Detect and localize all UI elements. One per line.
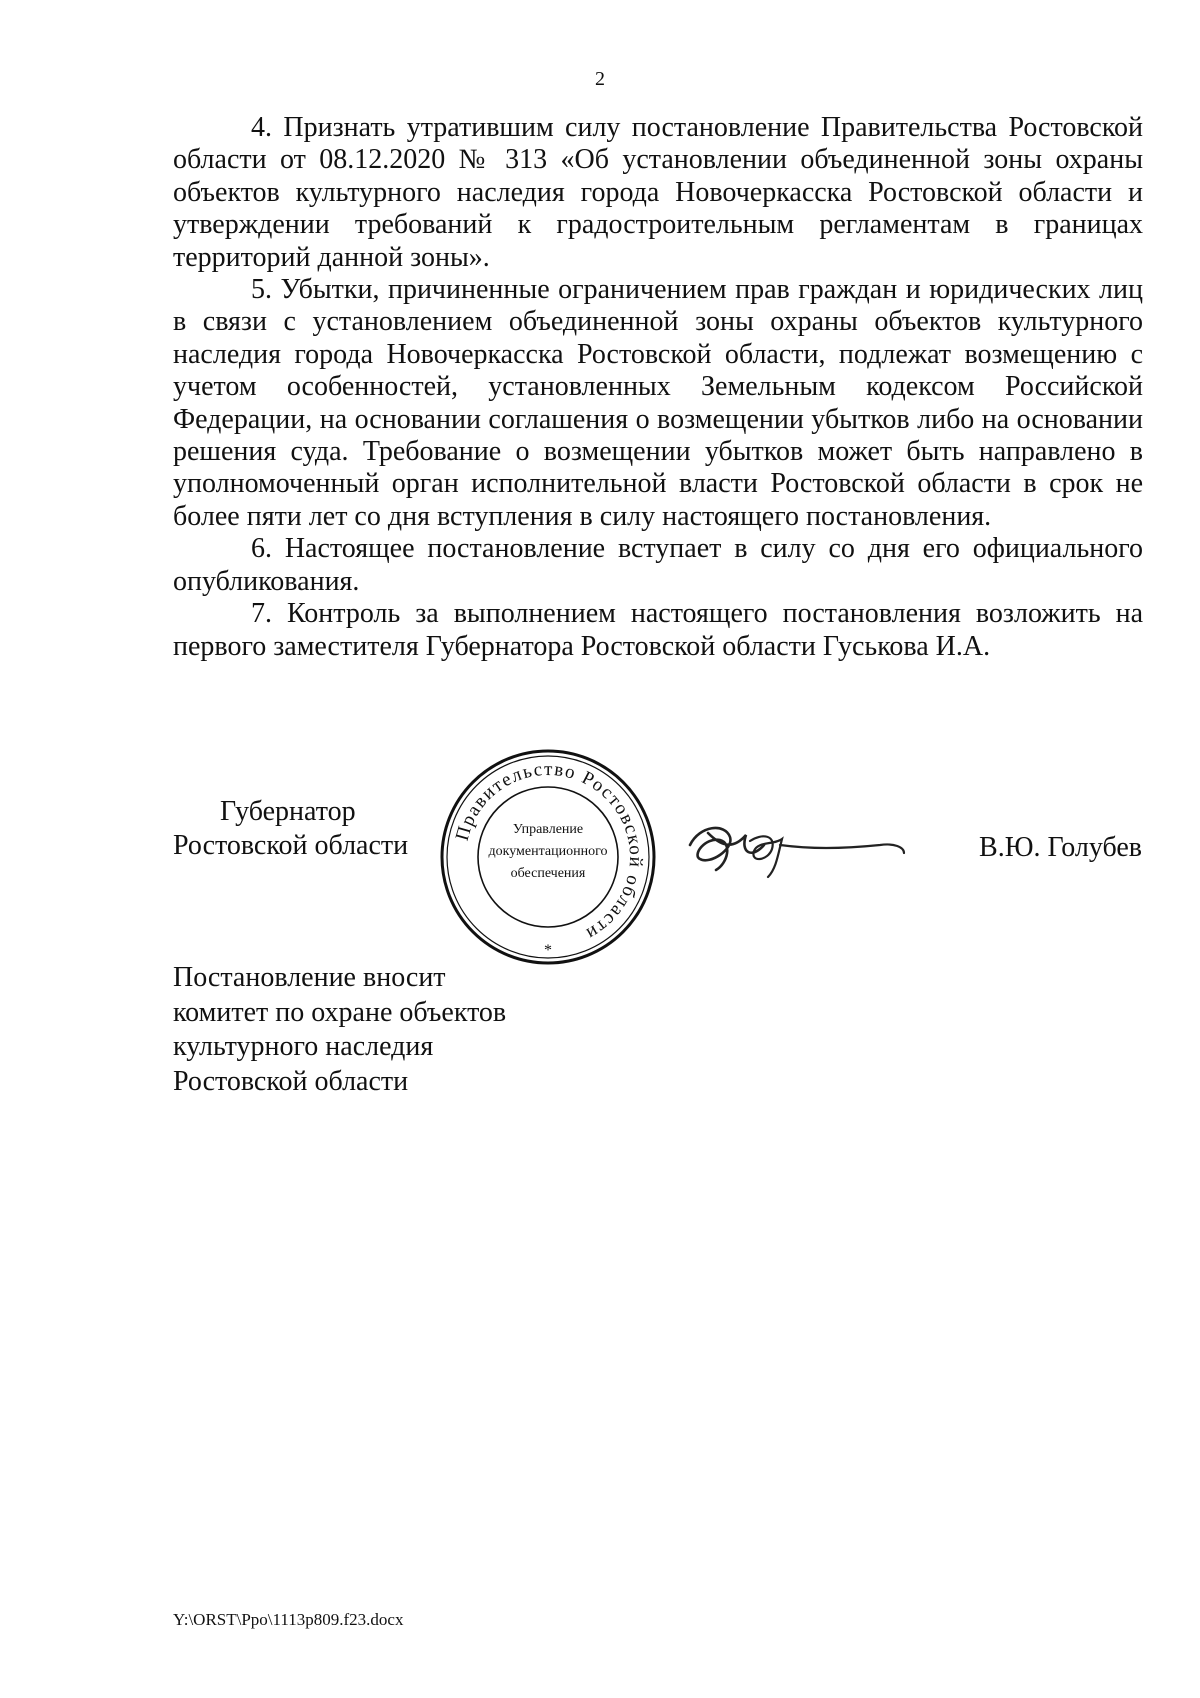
page-number: 2 — [595, 68, 605, 90]
introduced-line-2: комитет по охране объектов — [173, 996, 507, 1028]
seal-outer-text: Правительство Ростовской области — [451, 758, 647, 945]
seal-inner-line-1: Управление — [512, 822, 584, 837]
position-line-2: Ростовской области — [173, 830, 409, 861]
paragraph-4: 4. Признать утратившим силу постановление Правительства Ростовской области от 08.12.2020 № 313 «Об установлении объединенной зоны охраны объектов культурного наследия города Новочеркасска Ростовской области и утверждении требований к градостроительным регламентам в границах территорий данной зоны». — [173, 112, 1143, 273]
handwritten-signature — [680, 815, 930, 885]
signature-stroke-1 — [690, 828, 764, 870]
introduced-by — [173, 961, 506, 1099]
seal-star: * — [544, 942, 552, 959]
paragraph-6: 6. Настоящее постановление вступает в силу со дня его официального опубликования. — [173, 533, 1143, 597]
position-line-1: Губернатор — [220, 796, 356, 827]
paragraph-7: 7. Контроль за выполнением настоящего постановления возложить на первого заместителя Губернатора Ростовской области Гуськова И.А. — [173, 598, 1143, 662]
signature-stroke-2 — [750, 836, 904, 877]
signer-name: В.Ю. Голубев — [979, 832, 1142, 863]
file-path: Y:\ORST\Ppo\1113p809.f23.docx — [173, 1610, 404, 1629]
introduced-line-1: Постановление вносит — [173, 962, 446, 993]
paragraph-5: 5. Убытки, причиненные ограничением прав граждан и юридических лиц в связи с установлением объединенной зоны охраны объектов культурного наследия города Новочеркасска Ростовской области, подлежат возмещению с учетом особенностей, установленных Земельным кодексом Российской Федерации, на основании соглашения о возмещении убытков либо на основании решения суда. Требование о возмещении убытков может быть направлено в уполномоченный орган исполнительной власти Ростовской области в срок не более пяти лет со дня вступления в силу настоящего постановления. — [173, 274, 1143, 532]
signatory-position — [173, 795, 408, 863]
seal-inner-line-3: обеспечения — [510, 866, 586, 881]
introduced-line-4: Ростовской области — [173, 1065, 409, 1097]
seal-inner-line-2: документационного — [488, 844, 608, 859]
official-seal — [438, 747, 658, 967]
document-body — [173, 112, 1143, 663]
introduced-line-3: культурного наследия — [173, 1031, 434, 1063]
